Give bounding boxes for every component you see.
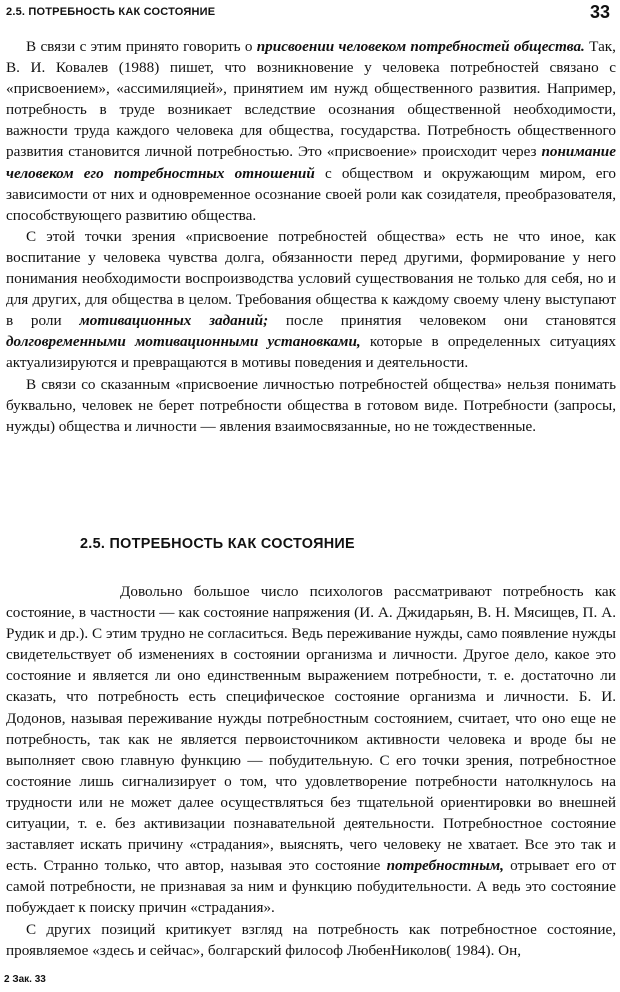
running-head xyxy=(6,4,612,22)
paragraph-5: С других позиций критикует взгляд на потребность как потребностное состояние, проявляемое «здесь и сейчас», болгарский философ ЛюбенНиколов( 1984). Он, xyxy=(6,920,616,959)
running-head-title: 2.5. ПОТРЕБНОСТЬ КАК СОСТОЯНИЕ xyxy=(6,6,216,18)
para2-text-a: С этой точки зрения «присвоение потребностей общества» есть не что иное, как воспитание у человека чувства долга, обязанности перед другими, формирование у него понимания необходимости воспроизводства условий существования не только для себя, но и для других, для общества в целом. Требования общества к каждому своему члену выступают в роли xyxy=(6,227,616,330)
para2-emphasis-b: мотивационных заданий; xyxy=(79,312,269,330)
para2-emphasis-d: долговременными мотивационными установками, xyxy=(6,333,361,351)
body-text-top xyxy=(6,36,616,437)
para1-text-c: Так, В. И. Ковалев (1988) пишет, что возникновение у человека потребностей связано с «присвоением», «ассимиляцией», принятием им нужд общественного развития. Например, потребность в труде возникает вследствие осознания общественной необходимости, важности труда каждого человека для общества, государства. Потребность общественного развития становится личной потребностью. Это «присвоение» происходит через xyxy=(6,38,616,161)
paragraph-3: В связи со сказанным «присвоение личностью потребностей общества» нельзя понимать буквально, человек не берет потребности общества в готовом виде. Потребности (запросы, нужды) общества и личности — явления взаимосвязанные, но не тождественные. xyxy=(6,375,616,435)
paragraph-1 xyxy=(6,36,616,226)
para1-text-a: В связи с этим принято говорить о xyxy=(26,38,257,55)
para1-text-e: с обществом и окружающим миром, его зависимости от них и одновременное осознание своей роли как созидателя, преобразователя, способствующего развитию общества. xyxy=(6,164,616,224)
printer-signature: 2 Зак. 33 xyxy=(4,974,46,985)
page-number: 33 xyxy=(589,2,610,22)
para2-text-e: которые в определенных ситуациях актуализируются и превращаются в мотивы поведения и деятельности. xyxy=(6,333,616,372)
paragraph-4 xyxy=(6,581,616,919)
para4-text-a: Довольно большое число психологов рассматривают потребность как состояние, в частности — как состояние напряжения (И. А. Джидарьян, В. Н. Мясищев, П. А. Рудик и др.). С этим трудно не согласиться. Ведь переживание нужды, само появление нужды свидетельствует об изменениях в состоянии организма и личности. Другое дело, какое это состояние и является ли оно единственным выражением потребности, т. е. достаточно ли сказать, что потребность есть специфическое состояние организма и личности. Б. И. Додонов, называя переживание нужды потребностным состоянием, считает, что оно еще не потребность, так как не является первоисточником активности человека и вроде бы не выполняет свою главную функцию — побудительную. С его точки зрения, потребностное состояние лишь сигнализирует о том, что удовлетворение потребности натолкнулось на трудности или не может далее осуществляться без тщательной ориентировки во внешней ситуации, т. е. без активизации познавательной деятельности. Потребностное состояние заставляет искать причину «страдания», выяснять, чего человеку не хватает. Все это так и есть. Странно только, что автор, называя это состояние xyxy=(6,583,616,875)
para2-text-c: после принятия человеком они становятся xyxy=(268,312,617,330)
para4-text-c: отрывает его от самой потребности, не признавая за ним и функцию побудительности. А ведь это состояние побуждает к поиску причин «страдания». xyxy=(6,857,617,917)
para1-emphasis-b: присвоении человеком потребностей общества. xyxy=(256,38,585,55)
para4-emphasis-b: потребностным, xyxy=(386,857,504,875)
body-text-bottom xyxy=(6,581,616,961)
para1-emphasis-d: понимание человеком его потребностных отношений xyxy=(6,143,616,182)
section-heading: 2.5. ПОТРЕБНОСТЬ КАК СОСТОЯНИЕ xyxy=(80,536,355,552)
paragraph-2 xyxy=(6,226,616,374)
